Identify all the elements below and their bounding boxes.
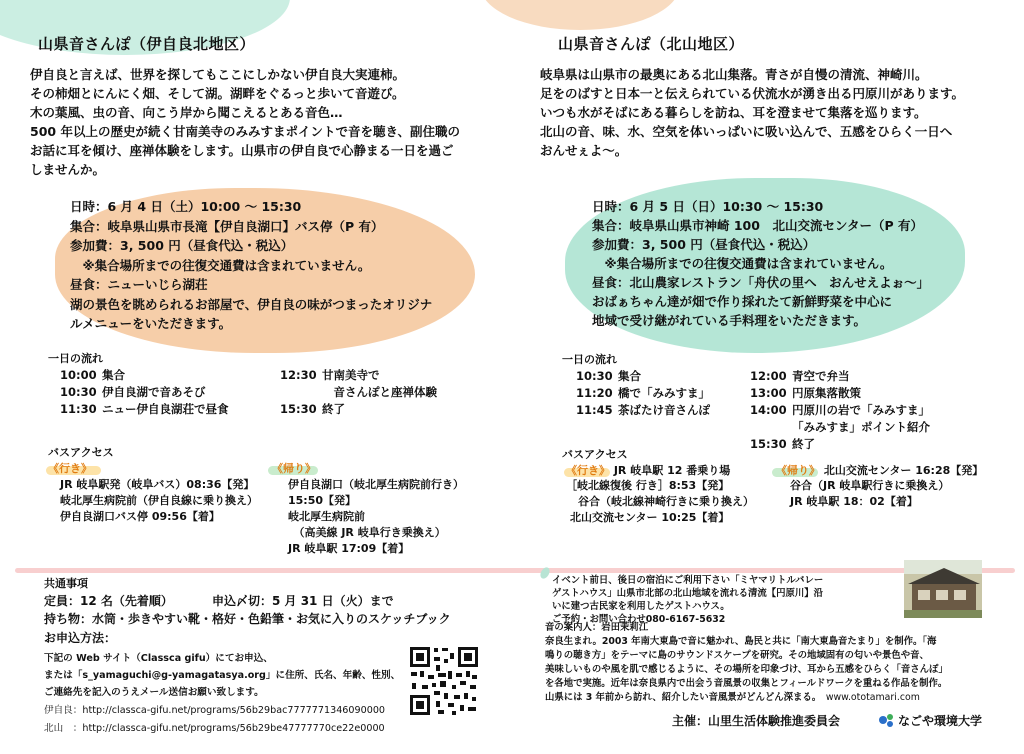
flow-time: 10:30 <box>60 385 97 399</box>
flow-item <box>576 385 710 402</box>
flow-time: 10:30 <box>576 369 613 383</box>
left-go-lines <box>60 477 258 525</box>
flow-time: 13:00 <box>750 386 787 400</box>
right-fee: 参加費：3, 500 円（昼食代込・税込） <box>592 237 816 252</box>
right-intro-line: おんせぇよ～。 <box>540 143 628 158</box>
guesthouse-line: ゲストハウス」山県市北部の北山地域を流れる清流【円原川】沿 <box>552 588 824 599</box>
common-title: 共通事項 <box>44 577 88 590</box>
right-flow-title: 一日の流れ <box>562 353 617 366</box>
right-title: 山県音さんぽ（北山地区） <box>558 35 745 53</box>
bus-line: （高美線 JR 岐阜行き乗換え） <box>288 526 446 539</box>
right-lunch-desc: おばぁちゃん達が畑で作り採れたて新鮮野菜を中心に <box>592 294 893 309</box>
left-title: 山県音さんぽ（伊自良北地区） <box>38 35 256 53</box>
flow-text: 集合 <box>102 368 125 382</box>
left-lunch-desc: 湖の景色を眺められるお部屋で、伊自良の味がつまったオリジナ <box>70 296 433 312</box>
right-intro-line: 北山の音、味、水、空気を体いっぱいに吸い込んで、五感をひらく一日へ <box>540 124 953 139</box>
left-intro <box>30 65 460 179</box>
guesthouse-info <box>552 574 823 626</box>
flow-item <box>750 385 930 402</box>
guide-line <box>545 691 948 705</box>
left-fee: 参加費：3, 500 円（昼食代込・税込） <box>70 238 294 253</box>
apply-line: 下記の Web サイト（Classca gifu）にてお申込、 <box>44 653 273 664</box>
right-return-lines <box>790 478 949 510</box>
bus-line: 15:50【発】 <box>288 494 357 507</box>
flow-item <box>750 436 930 453</box>
university-logo-icon <box>878 712 896 728</box>
right-go-label: 《行き》 <box>566 464 610 477</box>
flow-item <box>280 367 437 384</box>
left-details <box>70 197 432 334</box>
right-intro <box>540 65 964 160</box>
left-intro-line: しませんか。 <box>30 162 106 177</box>
apply-line: ご連絡先を記入のうえメール送信お願い致します。 <box>44 687 264 698</box>
flow-item <box>750 419 930 436</box>
apply-lines <box>44 650 400 701</box>
flow-time: 14:00 <box>750 403 787 417</box>
guesthouse-line: イベント前日、後日の宿泊にご利用下さい「ミヤマリトルバレー <box>552 575 824 586</box>
flow-text: 橋で「みみすま」 <box>618 386 710 400</box>
right-intro-line: いつも水がそばにある暮らしを訪ね、耳を澄ませて集落を巡ります。 <box>540 105 927 120</box>
right-date: 日時：6 月 5 日（日）10:30 ～ 15:30 <box>592 199 824 214</box>
flow-text: ニュー伊自良湖荘で昼食 <box>102 402 229 416</box>
right-meeting: 集合：岐阜県山県市神崎 100 北山交流センター（P 有） <box>592 218 923 233</box>
left-fee-note: ※集合場所までの往復交通費は含まれていません。 <box>70 257 371 273</box>
flow-text: 甘南美寺で <box>322 368 380 382</box>
right-go-first-text: JR 岐阜駅 12 番乗り場 <box>613 464 731 477</box>
url-ijira[interactable]: 伊自良：http://classca-gifu.net/programs/56b29bac7777771346090000 <box>44 705 386 716</box>
right-flow-col2 <box>750 368 930 453</box>
right-return-first-text: 北山交流センター 16:28【発】 <box>823 464 984 477</box>
right-lunch: 昼食：北山農家レストラン「舟伏の里へ おんせえよぉ～」 <box>592 275 930 290</box>
flow-text: 音さんぽと座禅体験 <box>322 385 437 399</box>
guide-line-text: 山県には 3 年前から訪れ、紹介したい音風景がどんどん深まる。 <box>545 692 817 703</box>
apply-line: または「s_yamaguchi@g-yamagatasya.org」に住所、氏名、年齢、性別、 <box>44 670 401 681</box>
flow-item <box>280 384 437 401</box>
right-go-lines <box>566 478 754 526</box>
bus-line: 伊自良湖口（岐北厚生病院前行き） <box>288 478 464 491</box>
right-lunch-desc: 地域で受け継がれている手料理をいただきます。 <box>592 313 867 328</box>
bus-line: 北山交流センター 10:25【着】 <box>570 511 730 524</box>
orange-blob-top-center <box>480 0 680 30</box>
bus-line: 岐北厚生病院前（伊自良線に乗り換え） <box>60 494 258 507</box>
right-intro-line: 岐阜県は山県市の最奥にある北山集落。青さが自慢の清流、神崎川。 <box>540 67 928 82</box>
qr-code[interactable] <box>408 645 480 717</box>
flow-item <box>280 401 437 418</box>
flow-time: 11:20 <box>576 386 613 400</box>
flow-text: 「みみすま」ポイント紹介 <box>792 420 930 434</box>
belongings: 持ち物：水筒・歩きやすい靴・格好・色鉛筆・お気に入りのスケッチブック <box>44 612 451 626</box>
right-fee-note: ※集合場所までの往復交通費は含まれていません。 <box>592 256 893 271</box>
flow-time: 11:30 <box>60 402 97 416</box>
bus-line: 谷合（岐北線神崎行きに乗り換え） <box>578 495 754 508</box>
left-intro-line: お話に耳を傾け、座禅体験をします。山県市の伊自良で心静まる一日を過ご <box>30 143 454 158</box>
flow-time: 12:30 <box>280 368 317 382</box>
flow-item <box>60 367 229 384</box>
bus-line: JR 岐阜駅 18：02【着】 <box>790 495 918 508</box>
bus-line: JR 岐阜駅 17:09【着】 <box>288 542 410 555</box>
flow-text: 集合 <box>618 369 641 383</box>
guide-line: 奈良生まれ。2003 年南大東島で音に魅かれ、島民と共に「南大東島音たまり」を制作。「海 <box>545 636 937 647</box>
right-details <box>592 197 929 330</box>
left-bus-title: バスアクセス <box>48 446 114 459</box>
flow-text: 青空で弁当 <box>792 369 850 383</box>
right-bus-title: バスアクセス <box>562 448 628 461</box>
guide-line: 鳴りの聴き方」をテーマに島のサウンドスケープを研究。その地域固有の匂いや景色や音、 <box>545 650 929 661</box>
flow-text: 終了 <box>792 437 815 451</box>
left-flow-title: 一日の流れ <box>48 352 103 365</box>
left-lunch: 昼食：ニューいじら湖荘 <box>70 277 208 292</box>
left-return-label: 《帰り》 <box>272 462 316 475</box>
left-flow-col2 <box>280 367 437 418</box>
bus-line: 伊自良湖口バス停 09:56【着】 <box>60 510 220 523</box>
flow-text: 終了 <box>322 402 345 416</box>
flow-time: 15:30 <box>750 437 787 451</box>
left-go-label: 《行き》 <box>48 462 92 475</box>
university-name: なごや環境大学 <box>898 714 983 728</box>
guide-info <box>545 621 948 705</box>
left-meeting: 集合：岐阜県山県市長滝【伊自良湖口】バス停（P 有） <box>70 218 384 234</box>
bus-line: 谷合（JR 岐阜駅行きに乗換え） <box>790 479 950 492</box>
flow-time: 15:30 <box>280 402 317 416</box>
guesthouse-line: ご予約・お問い合わせ080-6167-5632 <box>552 614 726 625</box>
right-return-label: 《帰り》 <box>776 464 820 477</box>
flow-time: 11:45 <box>576 403 613 417</box>
apply-title: お申込方法： <box>44 631 117 645</box>
guide-website[interactable]: www.ototamari.com <box>825 692 920 703</box>
organizer: 主催：山里生活体験推進委員会 <box>672 714 841 728</box>
flow-time: 10:00 <box>60 368 97 382</box>
guide-line: を各地で実施。近年は奈良県内で出会う音風景の収集とフィールドワークを重ねる作品を制作。 <box>545 678 948 689</box>
flow-text: 円原集落散策 <box>792 386 861 400</box>
left-intro-line: 木の葉風、虫の音、向こう岸から聞こえるとある音色… <box>30 105 343 120</box>
flow-item <box>60 401 229 418</box>
left-return-lines <box>288 477 464 557</box>
flow-item <box>750 402 930 419</box>
capacity: 定員：12 名（先着順） <box>44 594 173 608</box>
flow-item <box>60 384 229 401</box>
flow-text: 茶ばたけ音さんぽ <box>618 403 710 417</box>
left-lunch-desc: ルメニューをいただきます。 <box>70 316 232 331</box>
flow-item <box>576 402 710 419</box>
flow-item <box>750 368 930 385</box>
right-intro-line: 足をのばすと日本一と伝えられている伏流水が湧き出る円原川があります。 <box>540 86 965 101</box>
left-intro-line: 500 年以上の歴史が続く甘南美寺のみみすまポイントで音を聴き、副住職の <box>30 124 460 139</box>
flow-text: 円原川の岩で「みみすま」 <box>792 403 930 417</box>
right-flow-col1 <box>576 368 710 419</box>
pink-divider-line <box>15 568 1015 573</box>
guesthouse-photo <box>904 560 982 618</box>
url-kitayama[interactable]: 北山 ：http://classca-gifu.net/programs/56b29be47777770ce22e0000 <box>44 723 385 734</box>
flow-item <box>576 368 710 385</box>
guesthouse-line: いに建つ古民家を利用したゲストハウス。 <box>552 601 730 612</box>
flow-time: 12:00 <box>750 369 787 383</box>
bus-line: ［岐北線復後 行き］8:53【発】 <box>566 479 730 492</box>
guide-line: 美味しいものや風を肌で感じるように、その場所を印象づけ、耳から五感をひらく「音さんぽ」 <box>545 664 948 675</box>
left-intro-line: 伊自良と言えば、世界を探してもここにしかない伊自良大実連柿。 <box>30 67 406 82</box>
left-date: 日時：6 月 4 日（土）10:00 ～ 15:30 <box>70 199 302 214</box>
guide-name: 音の案内人：岩田茉莉江 <box>545 622 649 633</box>
leaf-icon <box>538 566 552 580</box>
bus-line: JR 岐阜駅発（岐阜バス）08:36【発】 <box>60 478 255 491</box>
right-go-first <box>566 462 730 479</box>
bus-line: 岐北厚生病院前 <box>288 510 365 523</box>
right-return-first <box>776 462 983 479</box>
deadline: 申込〆切：5 月 31 日（火）まで <box>212 594 394 608</box>
left-intro-line: その柿畑とにんにく畑、そして湖。湖畔をぐるっと歩いて音遊び。 <box>30 86 405 101</box>
flow-text: 伊自良湖で音あそび <box>102 385 206 399</box>
left-flow-col1 <box>60 367 229 418</box>
